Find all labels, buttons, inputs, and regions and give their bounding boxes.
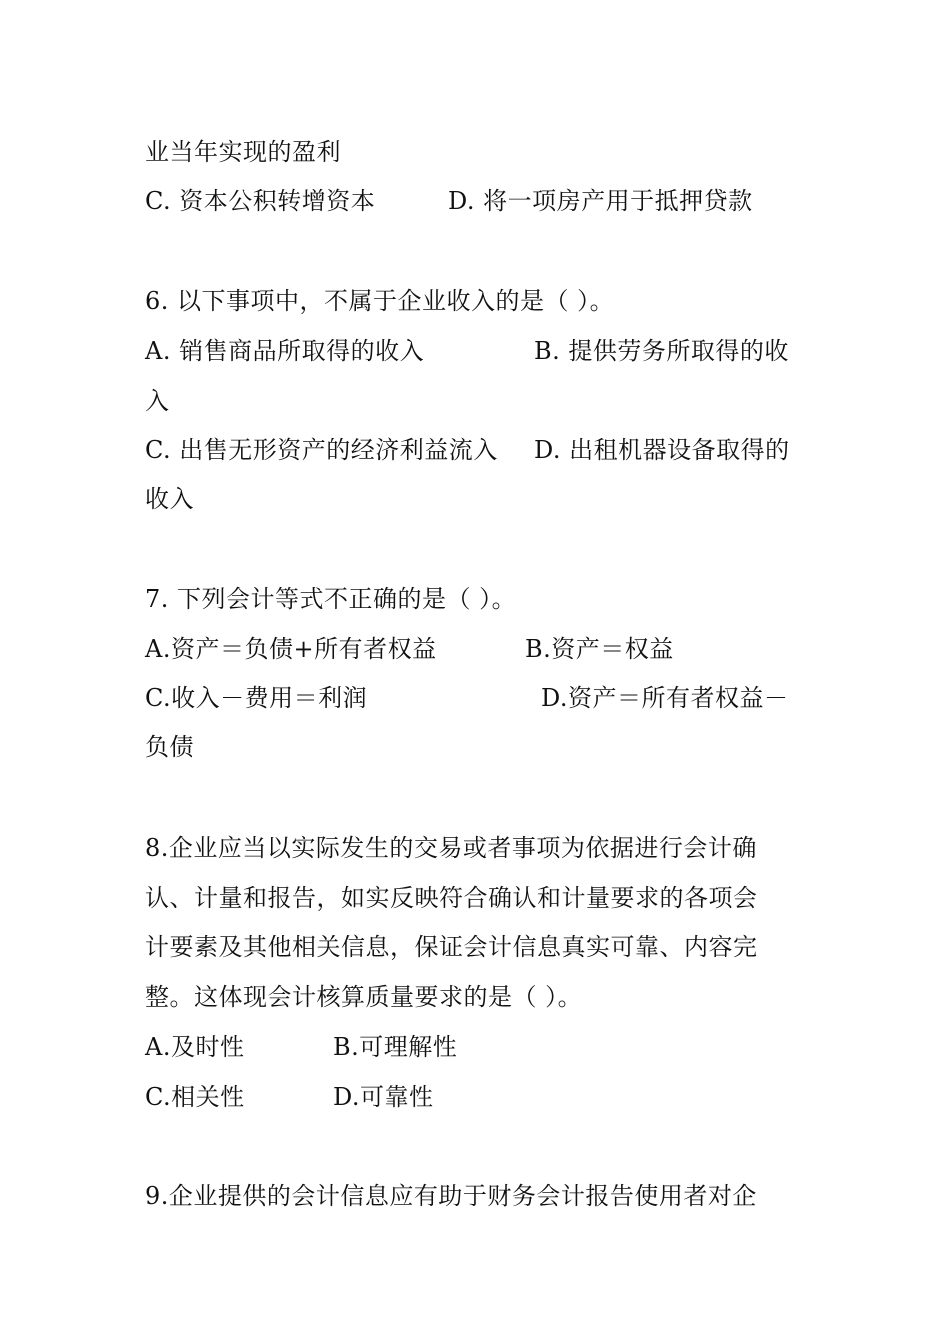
option-d: D. 将一项房产用于抵押贷款 — [448, 187, 753, 215]
option-d: D.可靠性 — [333, 1083, 434, 1111]
question-7: 7. 下列会计等式不正确的是（ ）。 — [145, 585, 517, 613]
question-9-line-1: 9.企业提供的会计信息应有助于财务会计报告使用者对企 — [145, 1182, 757, 1210]
option-c: C. 资本公积转增资本 — [145, 187, 376, 215]
option-d-continued: 收入 — [145, 485, 194, 513]
option-b-continued: 入 — [145, 387, 170, 415]
option-b: B.资产＝权益 — [525, 635, 674, 663]
option-d-continued: 负债 — [145, 733, 194, 761]
option-a: A. 销售商品所取得的收入 — [145, 337, 425, 365]
option-a: A.资产＝负债+所有者权益 — [145, 635, 437, 663]
option-c: C.收入－费用＝利润 — [145, 684, 368, 712]
question-8-line-3: 计要素及其他相关信息，保证会计信息真实可靠、内容完 — [145, 933, 758, 961]
question-8-line-2: 认、计量和报告，如实反映符合确认和计量要求的各项会 — [145, 884, 758, 912]
option-c: C.相关性 — [145, 1083, 245, 1111]
question-8-line-4: 整。这体现会计核算质量要求的是（ ）。 — [145, 983, 583, 1011]
question-6: 6. 以下事项中，不属于企业收入的是（ ）。 — [145, 287, 615, 315]
text-line: 业当年实现的盈利 — [145, 138, 341, 166]
option-a: A.及时性 — [145, 1033, 245, 1061]
option-c: C. 出售无形资产的经济利益流入 — [145, 436, 498, 464]
option-b: B.可理解性 — [333, 1033, 458, 1061]
option-d: D.资产＝所有者权益－ — [541, 684, 789, 712]
option-b: B. 提供劳务所取得的收 — [534, 337, 789, 365]
option-d: D. 出租机器设备取得的 — [534, 436, 790, 464]
question-8-line-1: 8.企业应当以实际发生的交易或者事项为依据进行会计确 — [145, 834, 757, 862]
